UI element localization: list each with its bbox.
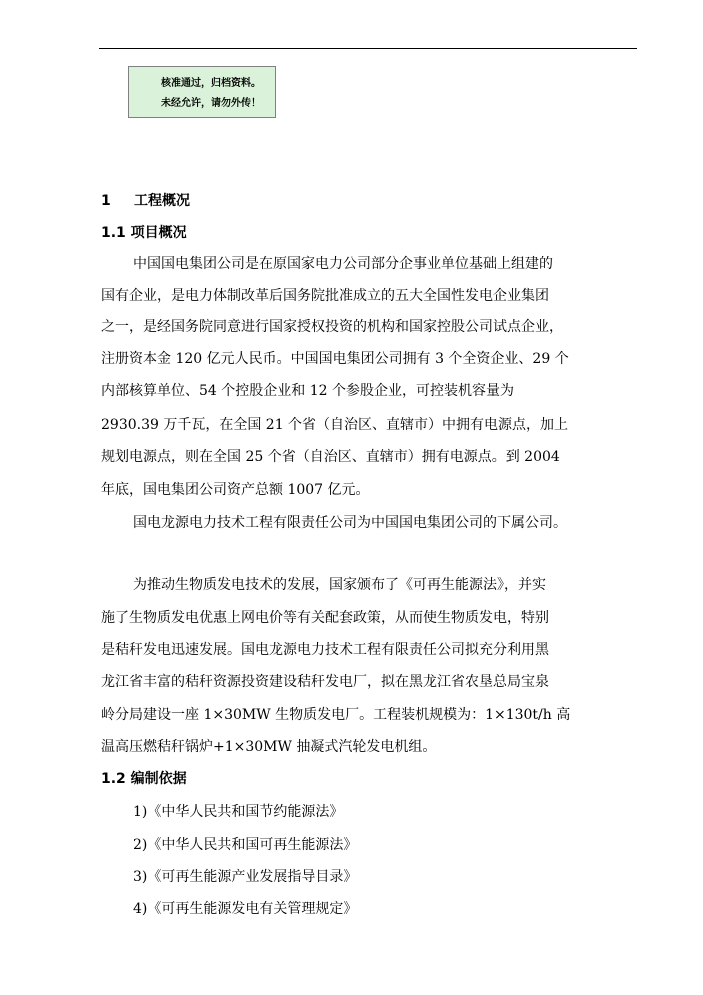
paragraph-line: 国有企业，是电力体制改革后国务院批准成立的五大全国性发电企业集团 <box>101 288 549 304</box>
paragraph-line: 内部核算单位、54 个控股企业和 12 个参股企业，可控装机容量为 <box>101 383 514 399</box>
paragraph-line: 为推动生物质发电技术的发展，国家颁布了《可再生能源法》，并实 <box>133 577 546 593</box>
stamp-line-2: 未经允许，请勿外传！ <box>161 98 261 109</box>
paragraph-line: 年底，国电集团公司资产总额 1007 亿元。 <box>101 482 370 498</box>
section-title: 工程概况 <box>134 193 190 209</box>
paragraph-line: 之一，是经国务院同意进行国家授权投资的机构和国家控股公司试点企业， <box>101 319 563 335</box>
basis-list-item: 4)《可再生能源发电有关管理规定》 <box>133 901 358 917</box>
subsection-heading-1-1: 1.1 项目概况 <box>101 225 187 241</box>
archive-stamp <box>128 66 276 118</box>
basis-list-item: 2)《中华人民共和国可再生能源法》 <box>133 837 358 853</box>
paragraph-line: 龙江省丰富的秸秆资源投资建设秸秆发电厂，拟在黑龙江省农垦总局宝泉 <box>101 674 549 690</box>
section-number: 1 <box>101 193 111 209</box>
paragraph-line: 中国国电集团公司是在原国家电力公司部分企事业单位基础上组建的 <box>133 256 553 272</box>
paragraph-line: 注册资本金 120 亿元人民币。中国国电集团公司拥有 3 个全资企业、29 个 <box>101 351 569 367</box>
paragraph-line: 国电龙源电力技术工程有限责任公司为中国国电集团公司的下属公司。 <box>133 515 567 531</box>
header-rule <box>99 48 637 49</box>
paragraph-line: 温高压燃秸秆锅炉+1×30MW 抽凝式汽轮发电机组。 <box>101 739 437 755</box>
subsection-heading-1-2: 1.2 编制依据 <box>101 771 187 787</box>
paragraph-line: 规划电源点，则在全国 25 个省（自治区、直辖市）拥有电源点。到 2004 <box>101 449 560 465</box>
section-heading-1 <box>101 190 190 210</box>
paragraph-line: 岭分局建设一座 1×30MW 生物质发电厂。工程装机规模为：1×130t/h 高 <box>101 707 571 723</box>
basis-list-item: 1)《中华人民共和国节约能源法》 <box>133 804 344 820</box>
basis-list-item: 3)《可再生能源产业发展指导目录》 <box>133 869 358 885</box>
paragraph-line: 2930.39 万千瓦，在全国 21 个省（自治区、直辖市）中拥有电源点，加上 <box>101 417 569 433</box>
paragraph-line: 是秸秆发电迅速发展。国电龙源电力技术工程有限责任公司拟充分利用黑 <box>101 642 549 658</box>
paragraph-line: 施了生物质发电优惠上网电价等有关配套政策，从而使生物质发电，特别 <box>101 610 549 626</box>
stamp-line-1: 核准通过，归档资料。 <box>161 78 261 89</box>
